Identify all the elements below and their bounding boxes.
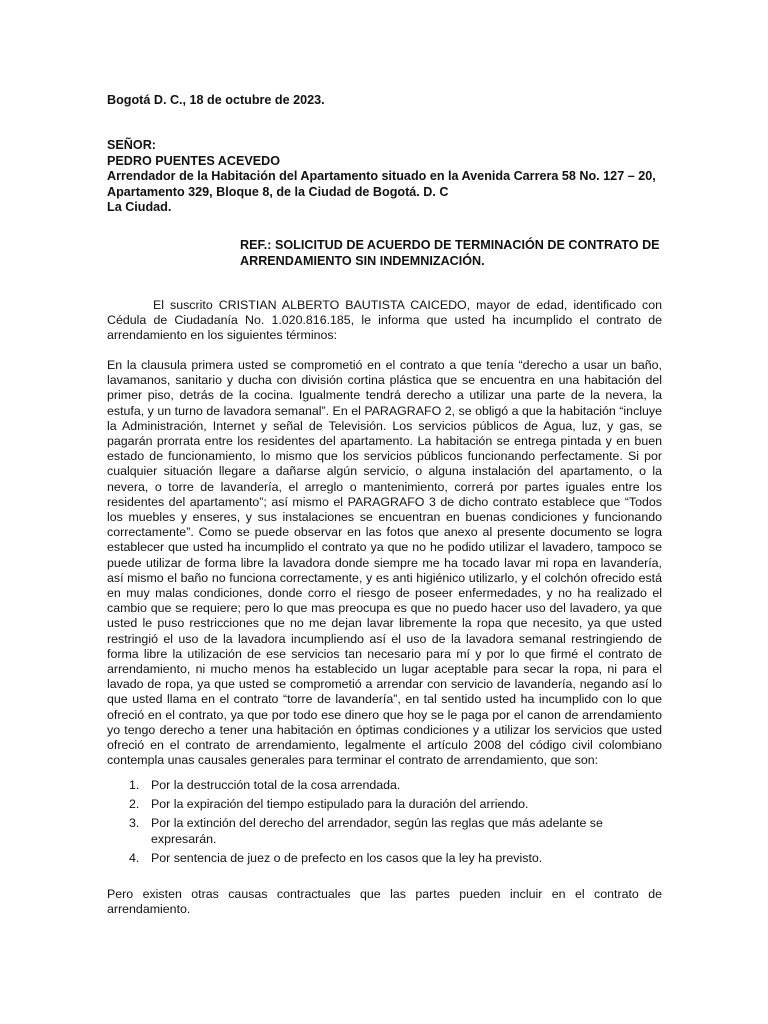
reference-line	[240, 238, 662, 269]
list-item	[107, 797, 662, 812]
list-item	[107, 778, 662, 793]
list-item-text: Por la extinción del derecho del arrendador, según las reglas que más adelante se expresarán.	[151, 816, 603, 846]
addressee-line-2: Apartamento 329, Bloque 8, de la Ciudad de Bogotá. D. C	[107, 184, 449, 199]
paragraph-intro: El suscrito CRISTIAN ALBERTO BAUTISTA CAICEDO, mayor de edad, identificado con Cédula de Ciudadanía No. 1.020.816.185, le informa que usted ha incumplido el contrato de arrendamiento en los siguientes términos:	[107, 298, 662, 343]
list-item-text: Por la destrucción total de la cosa arrendada.	[151, 778, 401, 792]
list-item-text: Por sentencia de juez o de prefecto en los casos que la ley ha previsto.	[151, 850, 543, 865]
addressee-block	[107, 138, 662, 216]
addressee-city: La Ciudad.	[107, 200, 172, 215]
paragraph-body: En la clausula primera usted se comprometió en el contrato a que tenía “derecho a usar un baño, lavamanos, sanitario y ducha con división cortina plástica que se encuentra en una habitación del primer piso, detrás de la cocina. Igualmente tendrá derecho a utilizar una parte de la nevera, la estufa, y un turno de lavadora semanal”. En el PARAGRAFO 2, se obligó a que la habitación “incluye la Administración, Internet y señal de Televisión. Los servicios públicos de Agua, luz, y gas, se pagarán prorrata entre los residentes del apartamento. La habitación se entrega pintada y en buen estado de funcionamiento, lo mismo que los servicios públicos funcionando perfectamente. Si por cualquier situación llegare a dañarse algún servicio, o alguna instalación del apartamento, o la nevera, o torre de lavandería, el arreglo o mantenimiento, correrá por partes iguales entre los residentes del apartamento”; así mismo el PARAGRAFO 3 de dicho contrato establece que “Todos los muebles y enseres, y sus instalaciones se encuentran en buenas condiciones y funcionando correctamente”. Como se puede observar en las fotos que anexo al presente documento se logra establecer que usted ha incumplido el contrato ya que no he podido utilizar el lavadero, tampoco se puede utilizar de forma libre la lavadora donde siempre me ha tocado lavar mi ropa en lavandería, así mismo el baño no funciona correctamente, y es anti higiénico utilizarlo, y el colchón ofrecido está en muy malas condiciones, donde corro el riesgo de poseer enfermedades, y no ha realizado el cambio que se requiere; pero lo que mas preocupa es que no puedo hacer uso del lavadero, ya que usted le puso restricciones que no me dejan lavar libremente la ropa que necesito, ya que usted restringió el uso de la lavadora incumpliendo así el uso de la lavadora semanal restringiendo de forma libre la utilización de ese servicios tan necesario para mí y por lo que firmé el contrato de arrendamiento, ni mucho menos ha establecido un lugar aceptable para secar la ropa, ni para el lavado de ropa, ya que usted se comprometió a arrendar con servicio de lavandería, negando así lo que usted llama en el contrato “torre de lavandería”, en tal sentido usted ha incumplido con lo que ofreció en el contrato, ya que por todo ese dinero que hoy se le paga por el canon de arrendamiento yo tengo derecho a tener una habitación en óptimas condiciones y a utilizar los servicios que usted ofreció en el contrato de arrendamiento, legalmente el artículo 2008 del código civil colombiano contempla unas causales generales para terminar el contrato de arrendamiento, que son:	[107, 358, 662, 768]
paragraph-closing: Pero existen otras causas contractuales que las partes pueden incluir en el contrato de arrendamiento.	[107, 887, 662, 917]
list-item-number: 4.	[129, 850, 140, 865]
termination-causes-list	[107, 778, 662, 870]
list-item	[107, 851, 662, 866]
list-item	[107, 816, 662, 846]
addressee-salutation: SEÑOR:	[107, 138, 156, 152]
addressee-name: PEDRO PUENTES ACEVEDO	[107, 153, 281, 168]
list-item-number: 2.	[129, 797, 140, 812]
list-item-number: 1.	[129, 778, 140, 792]
letter-date: Bogotá D. C., 18 de octubre de 2023.	[107, 93, 325, 107]
list-item-text: Por la expiración del tiempo estipulado para la duración del arriendo.	[151, 797, 529, 812]
reference-line-2: ARRENDAMIENTO SIN INDEMNIZACIÓN.	[240, 253, 485, 268]
list-item-number: 3.	[129, 816, 140, 831]
addressee-line-1: Arrendador de la Habitación del Apartamento situado en la Avenida Carrera 58 No. 127 – 20,	[107, 169, 656, 184]
reference-line-1: REF.: SOLICITUD DE ACUERDO DE TERMINACIÓN DE CONTRATO DE	[240, 238, 660, 252]
